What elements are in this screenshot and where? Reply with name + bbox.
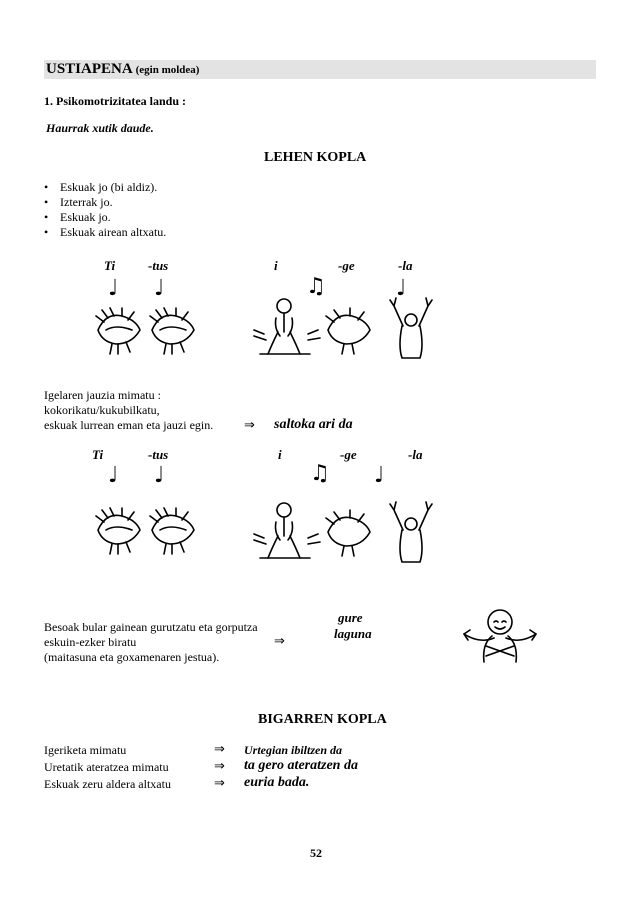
list-item: • Eskuak jo. [44,210,166,225]
quarter-note-icon: ♩ [108,463,119,488]
eighth-notes-icon: ♫ [310,461,330,486]
section-subtitle: (egin moldea) [135,64,200,76]
instruction-line: eskuak lurrean eman eta jauzi egin. [44,418,214,432]
syllable-i: i [278,447,282,462]
arrow-icon: ⇒ [274,634,285,649]
frog-instructions [44,388,213,433]
kopla2-action: Igeriketa mimatu [44,743,127,757]
syllable-i: i [274,258,278,273]
instruction-line: Igelaren jauzia mimatu : [44,388,161,402]
syllable-tus: -tus [148,258,169,273]
kopla2-lyric: ta gero ateratzen da [244,758,358,773]
arms-raised-person-illustration [386,296,436,360]
hug-instructions [44,620,258,665]
page-number: 52 [310,846,322,860]
arrow-icon: ⇒ [214,759,225,774]
syllable-ge: -ge [340,447,357,462]
kopla2-action: Uretatik ateratzea mimatu [44,760,169,774]
instruction-line: eskuin-ezker biratu [44,635,137,649]
quarter-note-icon: ♩ [396,276,407,301]
instruction-line: (maitasuna eta goxamenaren jestua). [44,650,220,664]
frog-result: saltoka ari da [274,417,353,432]
syllable-ge: -ge [338,258,355,273]
instruction-line: Besoak bular gainean gurutzatu eta gorputza [44,620,258,634]
clapping-hands-illustration [92,300,202,362]
hug-result-line2: laguna [334,626,372,641]
list-item: • Eskuak jo (bi aldiz). [44,180,166,195]
arms-raised-person-illustration [386,500,436,564]
list-item: • Eskuak airean altxatu. [44,225,166,240]
kopla2-action: Eskuak zeru aldera altxatu [44,777,171,791]
list-item: • Izterrak jo. [44,195,166,210]
arrow-icon: ⇒ [244,418,255,433]
syllable-la: -la [408,447,423,462]
instruction-line: kokorikatu/kukubilkatu, [44,403,160,417]
person-slapping-thighs-illustration [250,296,324,358]
arrow-icon: ⇒ [214,742,225,757]
quarter-note-icon: ♩ [154,463,165,488]
kopla1-bullet-list [44,180,166,240]
clapping-hands-illustration [322,304,378,360]
kopla1-title: LEHEN KOPLA [264,150,367,165]
quarter-note-icon: ♩ [154,276,165,301]
kopla2-lyric: euria bada. [244,775,310,790]
quarter-note-icon: ♩ [108,276,119,301]
quarter-note-icon: ♩ [374,463,385,488]
kopla2-title: BIGARREN KOPLA [258,712,387,727]
eighth-notes-icon: ♫ [306,274,326,299]
person-slapping-thighs-illustration [250,500,324,562]
syllable-ti: Ti [92,447,104,462]
kopla2-lyric: Urtegian ibiltzen da [244,743,343,757]
clapping-hands-illustration [92,500,202,562]
hugging-person-illustration [460,604,540,666]
clapping-hands-illustration [322,506,378,562]
syllable-la: -la [398,258,413,273]
section-header-bar [44,60,596,79]
arrow-icon: ⇒ [214,776,225,791]
intro-text: Haurrak xutik daude. [46,121,154,135]
exercise-heading: 1. Psikomotrizitatea landu : [44,94,186,108]
syllable-tus: -tus [148,447,169,462]
section-title: USTIAPENA (egin moldea) [46,61,200,77]
hug-result-line1: gure [338,610,363,625]
syllable-ti: Ti [104,258,116,273]
